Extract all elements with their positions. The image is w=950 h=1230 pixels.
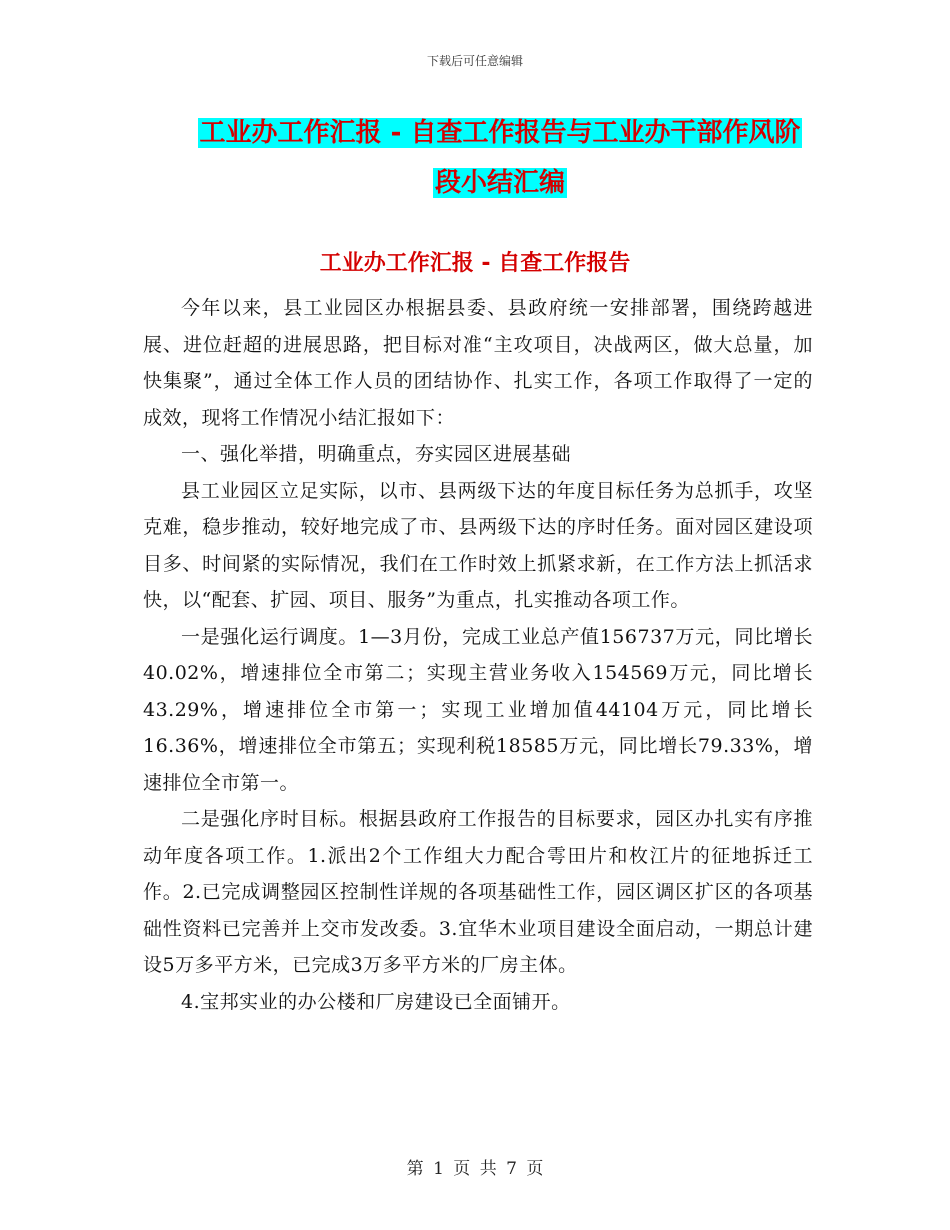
paragraph-heading-one: 一、强化举措，明确重点，夯实园区进展基础 bbox=[181, 443, 572, 465]
section-title: 工业办工作汇报 - 自查工作报告 bbox=[319, 251, 631, 276]
paragraph-targets: 二是强化序时目标。根据县政府工作报告的目标要求，园区办扎实有序推动年度各项工作。1.派出2个工作组大力配合雩田片和枚江片的征地拆迁工作。2.已完成调整园区控制性详规的各项基础性工作，园区调区扩区的各项基础性资料已完善并上交市发改委。3.宜华木业项目建设全面启动，一期总计建设5万多平方米，已完成3万多平方米的厂房主体。 bbox=[143, 808, 813, 976]
page-number: 第 1 页 共 7 页 bbox=[406, 1159, 544, 1179]
paragraph-operations: 一是强化运行调度。1—3月份，完成工业总产值156737万元，同比增长40.02%，增速排位全市第二；实现主营业务收入154569万元，同比增长43.29%，增速排位全市第一；实现工业增加值44104万元，同比增长16.36%，增速排位全市第五；实现利税18585万元，同比增长79.33%，增速排位全市第一。 bbox=[143, 625, 813, 794]
document-body bbox=[143, 290, 813, 1020]
paragraph-baobang: 4.宝邦实业的办公楼和厂房建设已全面铺开。 bbox=[181, 990, 571, 1013]
paragraph-overview: 县工业园区立足实际，以市、县两级下达的年度目标任务为总抓手，攻坚克难，稳步推动，较好地完成了市、县两级下达的序时任务。面对园区建设项目多、时间紧的实际情况，我们在工作时效上抓紧求新，在工作方法上抓活求快，以“配套、扩园、项目、服务”为重点，扎实推动各项工作。 bbox=[143, 479, 813, 611]
document-title bbox=[150, 108, 850, 208]
header-note: 下载后可任意编辑 bbox=[426, 54, 523, 68]
document-title-line-2: 段小结汇编 bbox=[434, 168, 565, 198]
document-title-line-1: 工业办工作汇报 - 自查工作报告与工业办干部作风阶 bbox=[199, 118, 801, 148]
paragraph-intro: 今年以来，县工业园区办根据县委、县政府统一安排部署，围绕跨越进展、进位赶超的进展思路，把目标对准“主攻项目，决战两区，做大总量，加快集聚”，通过全体工作人员的团结协作、扎实工作，各项工作取得了一定的成效，现将工作情况小结汇报如下： bbox=[143, 297, 813, 429]
